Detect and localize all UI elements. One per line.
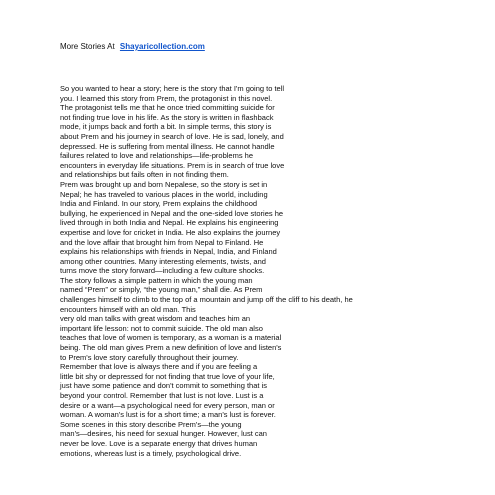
- text-line: about Prem and his journey in search of love. He is sad, lonely, and: [60, 131, 284, 141]
- text-line: and relationships but fails often in not finding them.: [60, 170, 229, 180]
- text-line: teaches that love of women is temporary, as a woman is a material: [60, 333, 282, 343]
- text-line: important life lesson: not to commit suicide. The old man also: [60, 323, 263, 333]
- text-line: So you wanted to hear a story; here is the story that I'm going to tell: [60, 84, 285, 93]
- text-line: among other countries. Many interesting elements, twists, and: [60, 256, 266, 266]
- text-line: desire or a want—a psychological need for every person, man or: [60, 400, 275, 410]
- text-line: India and Finland. In our story, Prem explains the childhood: [60, 199, 258, 209]
- header-prefix: More Stories At: [60, 42, 115, 51]
- text-line: little bit shy or depressed for not finding that true love of your life,: [60, 371, 275, 381]
- story-body: [60, 84, 480, 458]
- text-line: never be love. Love is a separate energy that drives human: [60, 438, 258, 448]
- text-line: failures related to love and relationships—life-problems he: [60, 151, 254, 161]
- text-line: named “Prem” or simply, “the young man,” shall die. As Prem: [60, 285, 263, 295]
- website-link[interactable]: Shayaricollection.com: [119, 42, 205, 51]
- text-line: to Prem's love story carefully throughout their journey.: [60, 352, 239, 362]
- text-line: encounters in everyday life situations. Prem is in search of true love: [60, 160, 285, 170]
- text-line: Nepal; he has traveled to various places in the world, including: [60, 189, 268, 199]
- text-line: The protagonist tells me that he once tried committing suicide for: [60, 103, 275, 113]
- text-line: lived through in both India and Nepal. He explains his engineering: [60, 218, 279, 228]
- text-line: woman. A woman's lust is for a short time; a man's lust is forever.: [60, 410, 276, 420]
- text-line: challenges himself to climb to the top of a mountain and jump off the cliff to his death, he: [60, 295, 353, 305]
- text-line: The story follows a simple pattern in which the young man: [60, 275, 253, 285]
- text-line: not finding true love in his life. As the story is written in flashback: [60, 112, 274, 122]
- text-line: man's—desires, his need for sexual hunger. However, lust can: [60, 429, 267, 439]
- text-line: you. I learned this story from Prem, the protagonist in this novel.: [60, 93, 273, 103]
- text-line: just have some patience and don't commit to something that is: [60, 381, 267, 391]
- text-line: depressed. He is suffering from mental illness. He cannot handle: [60, 141, 275, 151]
- text-line: Some scenes in this story describe Prem's—the young: [60, 419, 242, 429]
- text-line: turns move the story forward—including a few culture shocks.: [60, 266, 265, 276]
- text-line: explains his relationships with friends in Nepal, India, and Finland: [60, 247, 277, 257]
- text-line: beyond your control. Remember that lust is not love. Lust is a: [60, 391, 264, 400]
- text-line: bullying, he experienced in Nepal and the one-sided love stories he: [60, 208, 284, 218]
- text-line: mode, it jumps back and forth a bit. In simple terms, this story is: [60, 122, 272, 132]
- text-line: emotions, whereas lust is a timely, psychological drive.: [60, 448, 242, 458]
- text-line: very old man talks with great wisdom and teaches him an: [60, 314, 251, 324]
- text-line: being. The old man gives Prem a new definition of love and listen's: [60, 343, 282, 353]
- text-line: encounters himself with an old man. This: [60, 304, 196, 314]
- text-line: expertise and love for cricket in India. He also explains the journey: [60, 227, 281, 237]
- text-line: Prem was brought up and born Nepalese, so the story is set in: [60, 179, 268, 189]
- header-line: [60, 42, 205, 52]
- text-line: Remember that love is always there and if you are feeling a: [60, 362, 258, 372]
- text-line: and the love affair that brought him from Nepal to Finland. He: [60, 237, 264, 247]
